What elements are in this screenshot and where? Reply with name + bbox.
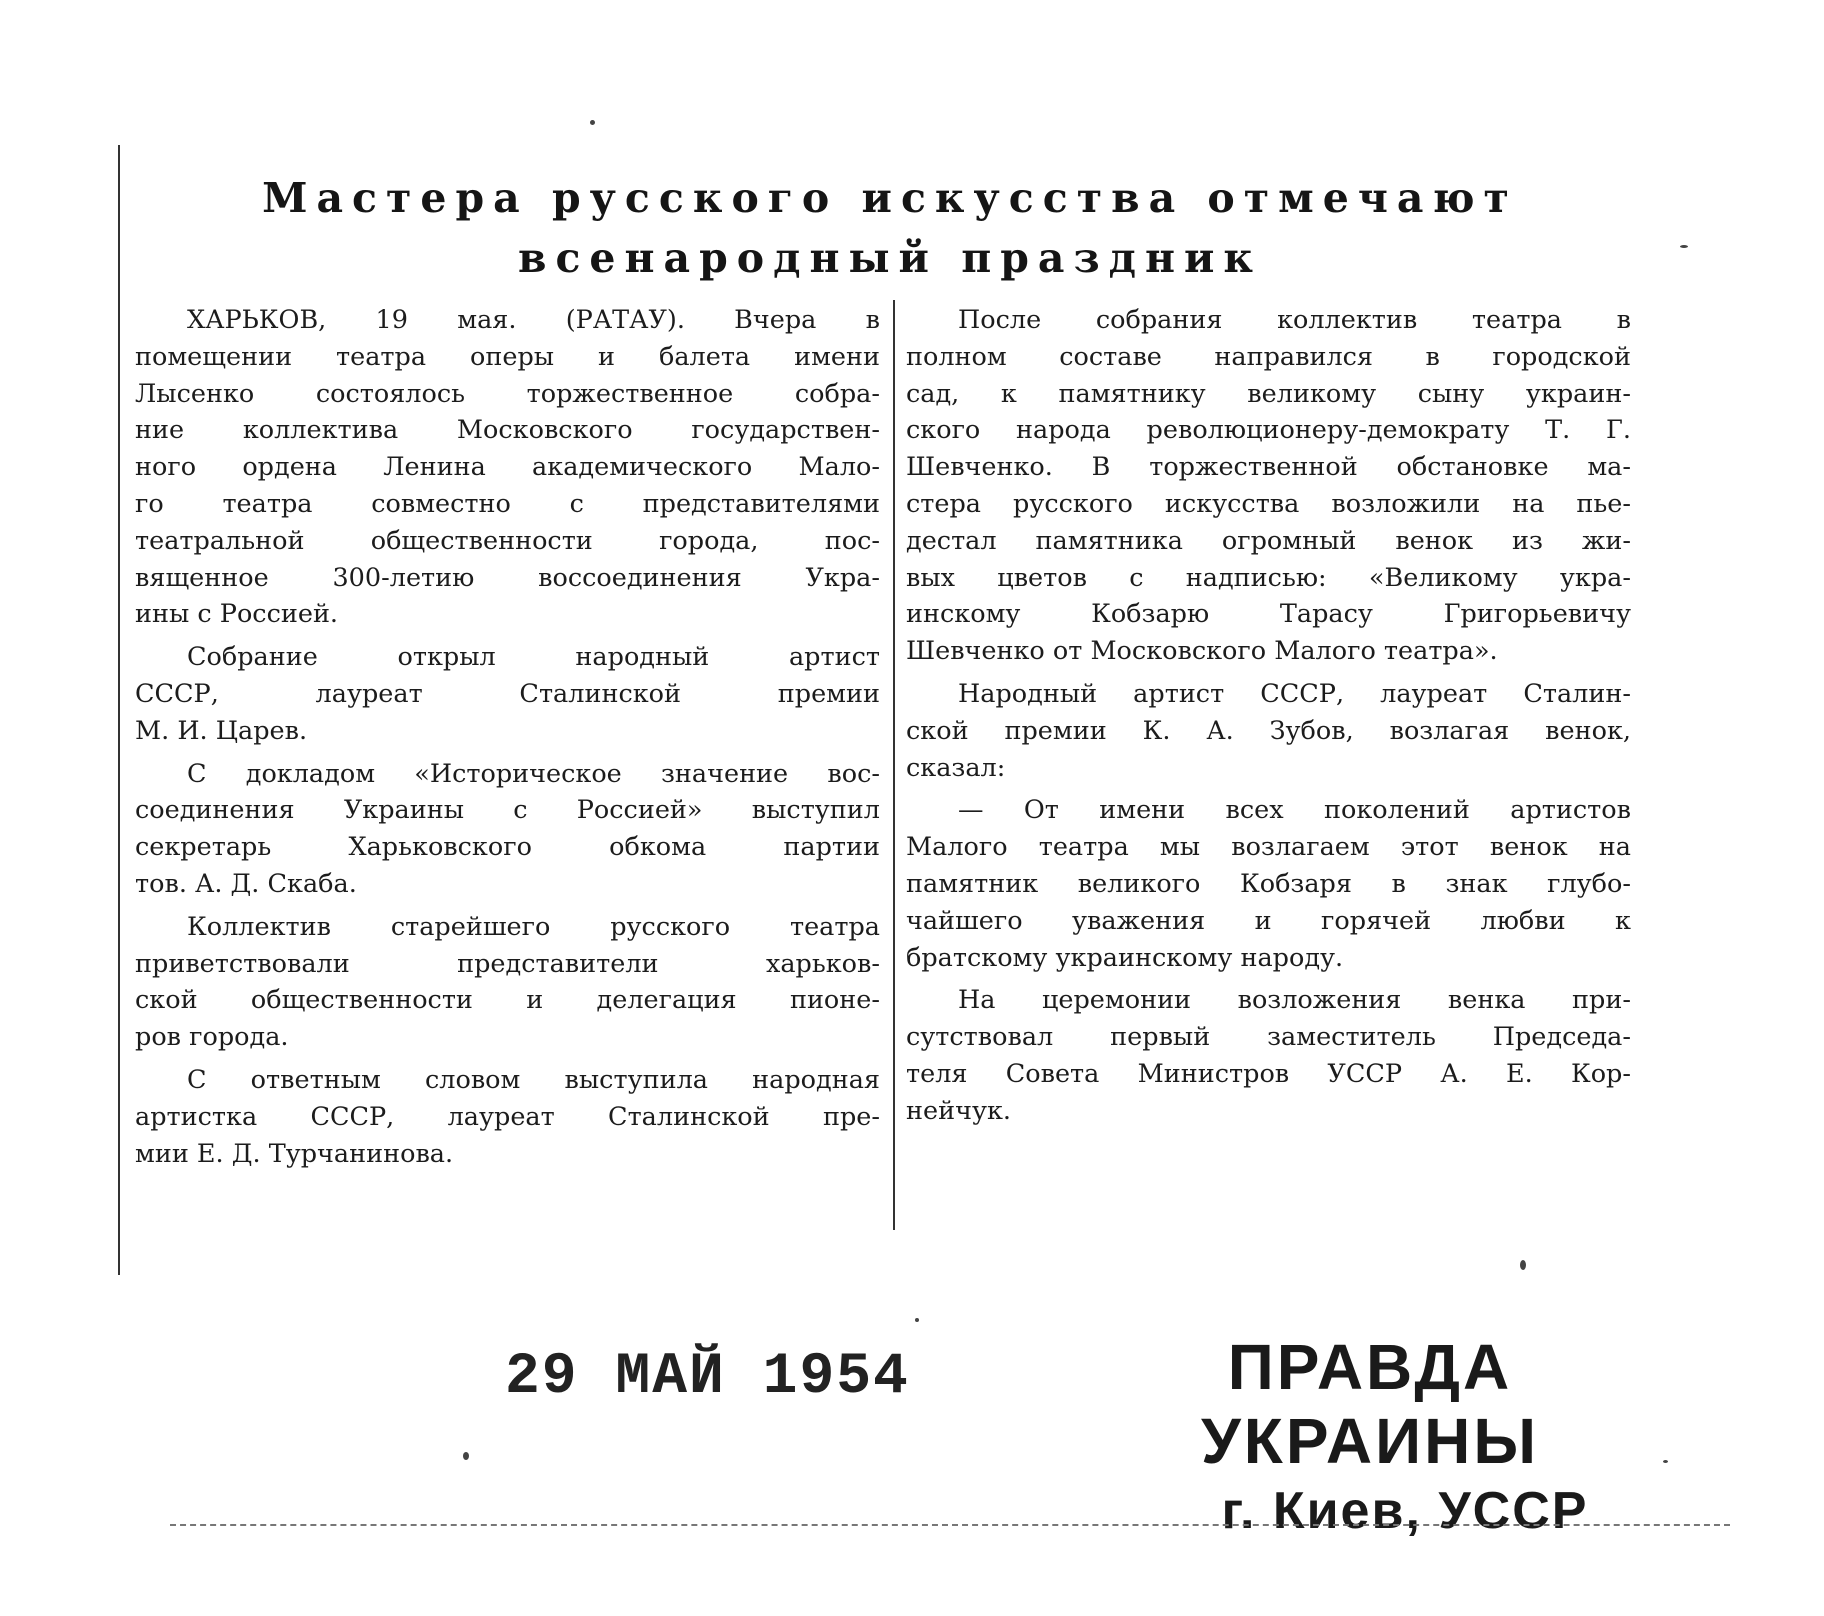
article-line: Собрание открыл народный артист	[187, 642, 880, 673]
speck	[915, 1318, 919, 1322]
newspaper-stamp	[1090, 1330, 1650, 1544]
date-stamp: 29 МАЙ 1954	[505, 1345, 910, 1410]
article-right-column	[906, 302, 1631, 1130]
speck	[1663, 1460, 1668, 1463]
article-line: С ответным словом выступила народная	[187, 1064, 880, 1095]
article-line: На церемонии возложения венка при-	[958, 985, 1631, 1016]
article-line: памятник великого Кобзаря в знак глубо-	[906, 868, 1631, 899]
headline-line-2: всенародный праздник	[517, 234, 1262, 282]
article-line: Лысенко состоялось торжественное собра-	[135, 378, 880, 409]
article-line: ние коллектива Московского государствен-	[135, 415, 880, 446]
article-line: полном составе направился в городской	[906, 341, 1631, 372]
article-line: сказал:	[906, 752, 1006, 783]
bottom-cut-line	[170, 1524, 1730, 1526]
article-line: С докладом «Историческое значение вос-	[187, 758, 880, 789]
article-line: секретарь Харьковского обкома партии	[135, 832, 880, 863]
speck	[1680, 245, 1688, 248]
article-line: тов. А. Д. Скаба.	[135, 868, 357, 899]
article-line: ской премии К. А. Зубов, возлагая венок,	[906, 715, 1631, 746]
article-line: артистка СССР, лауреат Сталинской пре-	[135, 1101, 880, 1132]
article-line: вых цветов с надписью: «Великому укра-	[906, 562, 1631, 593]
article-left-column	[135, 302, 880, 1172]
article-line: вященное 300-летию воссоединения Укра-	[135, 562, 880, 593]
article-line: теля Совета Министров УССР А. Е. Кор-	[906, 1058, 1631, 1089]
article-line: нейчук.	[906, 1095, 1011, 1126]
clipping-left-edge	[118, 145, 120, 1275]
article-line: Народный артист СССР, лауреат Сталин-	[958, 678, 1631, 709]
article-line: СССР, лауреат Сталинской премии	[135, 678, 880, 709]
article-line: чайшего уважения и горячей любви к	[906, 905, 1631, 936]
article-headline	[130, 168, 1650, 288]
article-line: После собрания коллектив театра в	[958, 305, 1631, 335]
article-line: соединения Украины с Россией» выступил	[135, 795, 880, 826]
article-line: братскому украинскому народу.	[906, 942, 1344, 973]
article-line: ров города.	[135, 1022, 289, 1053]
article-line: ского народа революционеру-демократу Т. Г.	[906, 415, 1631, 446]
article-line: инскому Кобзарю Тарасу Григорьевичу	[906, 599, 1631, 630]
headline-line-1: Мастера русского искусства отмечают	[262, 174, 1518, 222]
article-line: Шевченко. В торжественной обстановке ма-	[906, 452, 1631, 483]
article-line: М. И. Царев.	[135, 715, 308, 746]
article-line: помещении театра оперы и балета имени	[135, 341, 880, 372]
article-line: го театра совместно с представителями	[135, 488, 880, 519]
newspaper-name: ПРАВДА УКРАИНЫ	[1200, 1331, 1540, 1477]
speck	[1520, 1260, 1526, 1270]
article-line: стера русского искусства возложили на пье-	[906, 488, 1631, 519]
article-line: сад, к памятнику великому сыну украин-	[906, 378, 1631, 409]
article-line: ного ордена Ленина академического Мало-	[135, 452, 880, 483]
article-line: — От имени всех поколений артистов	[958, 795, 1631, 826]
article-line: Шевченко от Московского Малого театра».	[906, 636, 1498, 667]
article-line: приветствовали представители харьков-	[135, 948, 880, 979]
article-line: театральной общественности города, пос-	[135, 525, 880, 556]
newspaper-city: г. Киев, УССР	[1221, 1482, 1589, 1540]
article-line: ины с Россией.	[135, 599, 339, 630]
speck	[590, 120, 595, 125]
article-line: ХАРЬКОВ, 19 мая. (РАТАУ). Вчера в	[187, 305, 880, 335]
article-line: сутствовал первый заместитель Председа-	[906, 1022, 1631, 1053]
speck	[463, 1452, 469, 1460]
article-line: Коллектив старейшего русского театра	[187, 911, 880, 942]
column-divider	[893, 300, 895, 1230]
article-line: ской общественности и делегация пионе-	[135, 985, 880, 1016]
article-line: Малого театра мы возлагаем этот венок на	[906, 832, 1631, 863]
article-line: мии Е. Д. Турчанинова.	[135, 1138, 454, 1169]
article-line: дестал памятника огромный венок из жи-	[906, 525, 1631, 556]
